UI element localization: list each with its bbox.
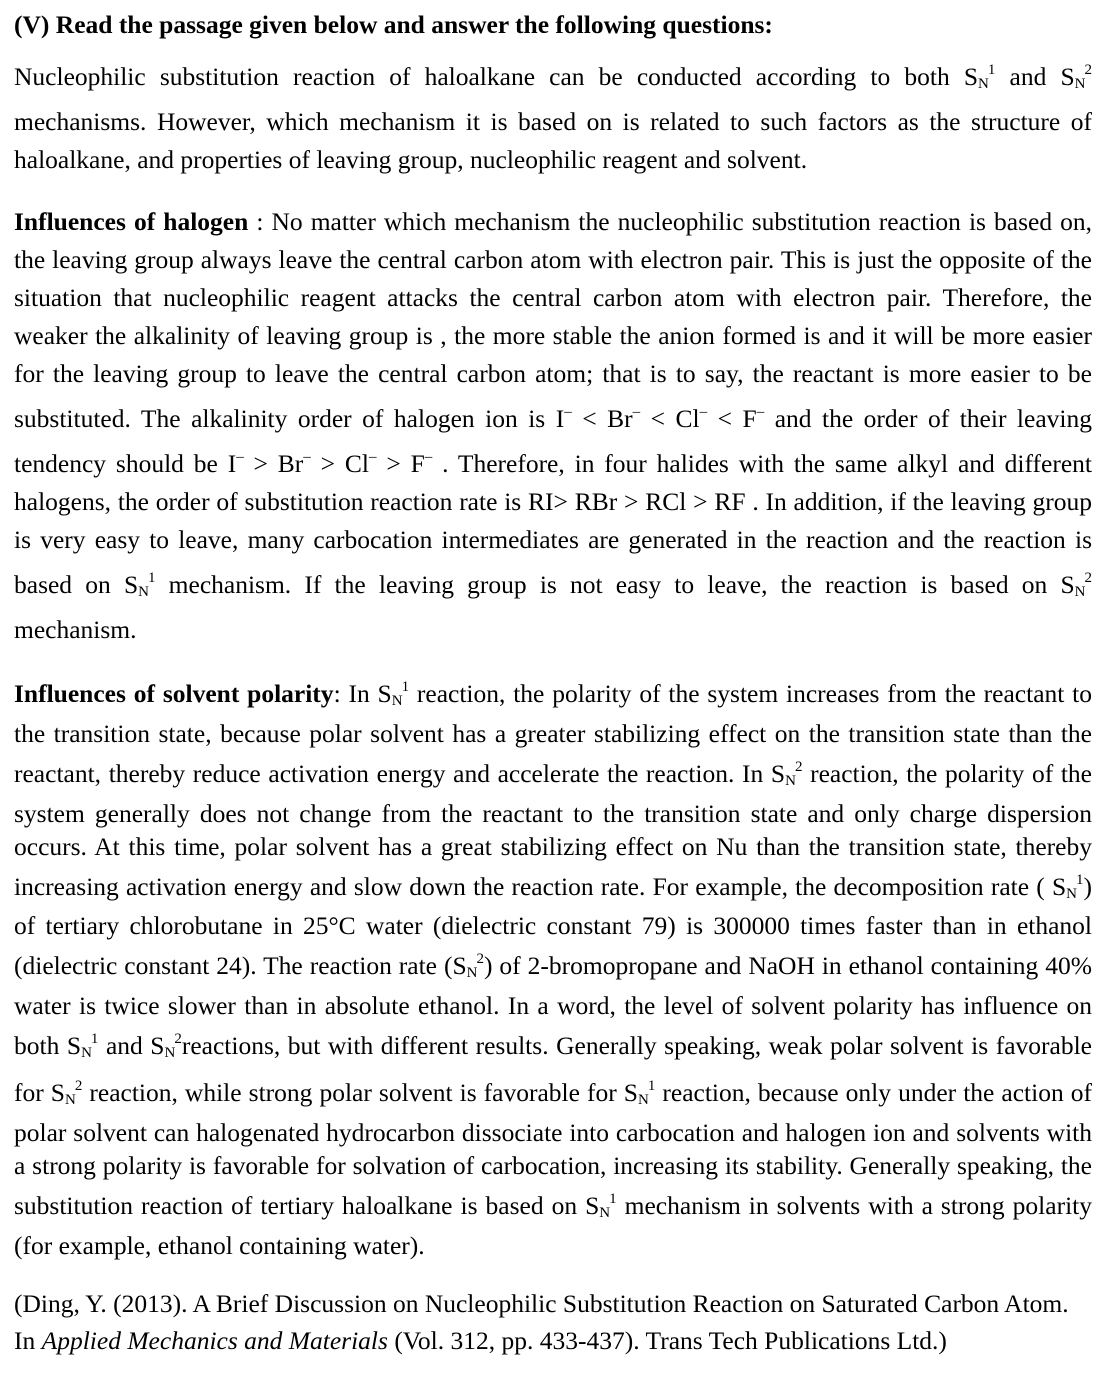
- sn1-symbol: $S_N^1$: [66, 1031, 99, 1062]
- bromide-ion: Br‒: [277, 449, 311, 478]
- sn1-symbol: $S_N^1$: [123, 570, 156, 600]
- solvent-text: reaction, the polarity of the system increases from the reactant to the transition state, because polar solvent has a greater stabilizing effect on the transition state than the reactant, thereby reduce activation energy and accelerate the reaction. In: [14, 679, 1093, 788]
- solvent-text: reaction, because only under the action of polar solvent can halogenated hydrocarbon dissociate into carbocation and halogen ion and solvents with a strong polarity is favorable for solvation of carbocation, increasing its stability. Generally speaking, the substitution reaction of tertiary haloalkane is based on: [14, 1078, 1093, 1220]
- passage: [14, 6, 1092, 1359]
- intro-paragraph: [14, 51, 1092, 179]
- sn2-symbol: $S_N^2$: [452, 951, 484, 982]
- sn2-symbol: $S_N^2$: [1060, 62, 1092, 92]
- sn2-symbol: $S_N^2$: [50, 1078, 83, 1109]
- solvent-text: reaction, while strong polar solvent is favorable for: [82, 1078, 624, 1108]
- sn2-symbol: $S_N^2$: [150, 1031, 182, 1062]
- bromide-ion: Br‒: [607, 404, 641, 433]
- halogen-text: : No matter which mechanism the nucleophilic substitution reaction is based on, the leaving group always leave the central carbon atom with electron pair. This is just the opposite of the situation that nucleophilic reagent attacks the central carbon atom with electron pair. Therefore, the weaker the alkalinity of leaving group is , the more stable the anion formed is and it will be more easier for the leaving group to leave the central carbon atom; that is to say, the reactant is more easier to be substituted. The alkalinity order of halogen ion is: [14, 207, 1093, 433]
- sn1-symbol: $S_N^1$: [963, 62, 996, 92]
- halogen-paragraph: [14, 203, 1092, 649]
- halogen-text: . Therefore, in four halides with the same alkyl and different halogens, the order of substitution reaction rate is RI> RBr > RCl > RF . In addition, if the leaving group is very easy to leave, many carbocation intermediates are generated in the reaction and the reaction is based on: [14, 449, 1092, 599]
- chloride-ion: Cl‒: [675, 404, 708, 433]
- halogen-text: mechanism. If the leaving group is not easy to leave, the reaction is based on: [155, 570, 1061, 599]
- solvent-text: ) of tertiary chlorobutane in 25°C water (dielectric constant 79) is 300000 times faster than in ethanol (dielectric constant 24). The reaction rate (: [14, 871, 1092, 981]
- solvent-text: ) of 2-bromopropane and NaOH in ethanol containing 40% water is twice slower than in absolute ethanol. In a word, the level of solvent polarity has influence on both: [14, 951, 1092, 1061]
- citation-text: (Vol. 312, pp. 433-437). Trans Tech Publications Ltd.): [387, 1326, 947, 1355]
- sn1-symbol: $S_N^1$: [585, 1190, 617, 1221]
- sn2-symbol: $S_N^2$: [1060, 570, 1092, 600]
- sn1-symbol: $S_N^1$: [377, 679, 410, 709]
- iodide-ion: I‒: [227, 449, 244, 478]
- greater-than: >: [310, 449, 345, 478]
- less-than: <: [571, 404, 608, 433]
- journal-title: Applied Mechanics and Materials: [41, 1326, 388, 1355]
- less-than: <: [640, 404, 676, 433]
- intro-text: mechanisms. However, which mechanism it is based on is related to such factors as the structure of haloalkane, and properties of leaving group, nucleophilic reagent and solvent.: [14, 107, 1092, 174]
- solvent-text: reaction, the polarity of the system generally does not change from the reactant to the transition state and only charge dispersion occurs. At this time, polar solvent has a great stabilizing effect on Nu than the transition state, thereby increasing activation energy and slow down the reaction rate. For example, the decomposition rate (: [14, 758, 1092, 901]
- fluoride-ion: F‒: [410, 449, 433, 478]
- solvent-title: Influences of solvent polarity: [14, 679, 334, 708]
- solvent-text: mechanism in solvents with a strong polarity (for example, ethanol containing water).: [14, 1190, 1092, 1260]
- sn1-symbol: $S_N^1$: [1051, 871, 1084, 902]
- citation: [14, 1285, 1092, 1360]
- chloride-ion: Cl‒: [344, 449, 377, 478]
- greater-than: >: [243, 449, 278, 478]
- citation-text: (Ding, Y. (2013). A Brief Discussion on Nucleophilic Substitution Reaction on Saturated Carbon Atom. In: [14, 1288, 1069, 1355]
- iodide-ion: I‒: [555, 404, 572, 433]
- solvent-text: : In: [333, 679, 378, 708]
- sn1-symbol: $S_N^1$: [623, 1078, 656, 1109]
- solvent-text: and: [98, 1031, 151, 1061]
- sn2-symbol: $S_N^2$: [770, 758, 803, 789]
- halogen-text: mechanism.: [14, 615, 137, 644]
- solvent-text: reactions, but with different results. Generally speaking, weak polar solvent is favorable for: [14, 1031, 1092, 1108]
- intro-text: Nucleophilic substitution reaction of haloalkane can be conducted according to both: [14, 62, 964, 91]
- greater-than: >: [376, 449, 411, 478]
- halogen-title: Influences of halogen: [14, 207, 249, 236]
- section-heading: (V) Read the passage given below and answer the following questions:: [14, 10, 773, 39]
- halogen-text: and the order of their leaving tendency should be: [14, 404, 1092, 478]
- less-than: <: [707, 404, 743, 433]
- fluoride-ion: F‒: [742, 404, 765, 433]
- intro-text: and: [995, 62, 1061, 91]
- solvent-paragraph: [14, 671, 1092, 1263]
